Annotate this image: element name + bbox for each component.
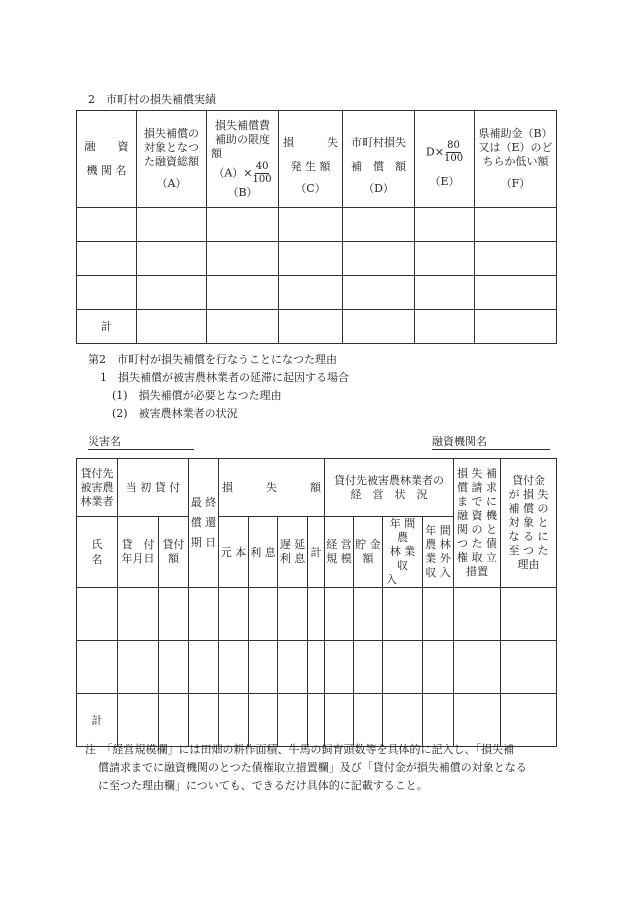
header-loan-date: 貸 付 年月日 bbox=[118, 517, 159, 588]
header-loan-amount: 貸付 額 bbox=[159, 517, 189, 588]
header-initial-loan: 当 初 貸 付 bbox=[118, 459, 189, 517]
header-interest: 利 息 bbox=[249, 517, 278, 588]
header-scale: 経 営 規 模 bbox=[325, 517, 354, 588]
part-2-title: 第2 市町村が損失補償を行なうことになつた理由 bbox=[88, 353, 337, 366]
header-name: 氏 名 bbox=[77, 517, 118, 588]
header-savings: 貯 金 額 bbox=[354, 517, 383, 588]
header-ag-income: 年 間 農 林 業 収 入 bbox=[383, 517, 423, 588]
footnote: 注 「経営規模欄」には田畑の耕作面積、牛馬の飼育頭数等を具体的に記入し、「損失補 償請求までに融資機関のとつた債権取立措置欄」及び「貸付金が損失補償の対象となる に至つた理由欄」についても、できるだけ具体的に記載すること。 bbox=[85, 743, 527, 792]
header-loss: 損 失 額 bbox=[219, 459, 325, 517]
header-collection-measures: 損 失 補 償 請 求 ま で に 融 資 機 関 の と つ た 債 権 取 立 措置 bbox=[454, 459, 501, 588]
table-row bbox=[77, 276, 557, 310]
table-row bbox=[77, 208, 557, 242]
header-reason: 貸付金 が 損 失 補 償 の 対 象 と な る に 至 つ た 理由 bbox=[501, 459, 557, 588]
header-management: 貸付先被害農林業者の 経 営 状 況 bbox=[325, 459, 454, 517]
section-2-title: 2 市町村の損失補償実績 bbox=[88, 93, 216, 106]
header-loss-amount: 損 失 発 生 額 （C） bbox=[279, 111, 343, 208]
table-row bbox=[77, 588, 557, 641]
header-loss-total: 計 bbox=[308, 517, 325, 588]
header-subsidy-limit: 損失補償費 補助の限度 額 （A）× $\frac{40}{100}$ （B） bbox=[207, 111, 279, 208]
header-nonag-income: 年 間 農 林 業 外 収 入 bbox=[423, 517, 454, 588]
total-row bbox=[77, 310, 557, 344]
total-label: 計 bbox=[77, 694, 118, 747]
table-row bbox=[77, 242, 557, 276]
part-2-sub-1: (1) 損失補償が必要となつた理由 bbox=[112, 389, 282, 402]
loss-compensation-table bbox=[76, 110, 557, 344]
header-total-loans: 損失補償の 対象となつ た融資総額 （A） bbox=[137, 111, 207, 208]
part-2-sub-2: (2) 被害農林業者の状況 bbox=[112, 407, 238, 420]
bank-name-field: 融資機関名 bbox=[432, 433, 550, 450]
disaster-name-field: 災害名 bbox=[88, 433, 194, 450]
header-borrower: 貸付先 被害農 林業者 bbox=[77, 459, 118, 517]
header-late-interest: 遅 延 利 息 bbox=[278, 517, 308, 588]
header-municipal-compensation: 市町村損失 補 償 額 （D） bbox=[343, 111, 415, 208]
table-row bbox=[77, 641, 557, 694]
header-bank-name: 融 資 機 関 名 bbox=[77, 111, 137, 208]
part-2-item-1: 1 損失補償が被害農林業者の延滞に起因する場合 bbox=[100, 371, 349, 384]
header-final-repayment: 最 終 償 還 期 日 bbox=[189, 459, 219, 588]
header-principal: 元 本 bbox=[219, 517, 249, 588]
borrower-status-table bbox=[76, 458, 557, 747]
header-prefecture-subsidy: 県補助金（B） 又は（E）のど ちらか低い額 （F） bbox=[475, 111, 557, 208]
header-d-ratio: D× $\frac{80}{100}$ （E） bbox=[415, 111, 475, 208]
total-label: 計 bbox=[77, 310, 137, 344]
total-row bbox=[77, 694, 557, 747]
